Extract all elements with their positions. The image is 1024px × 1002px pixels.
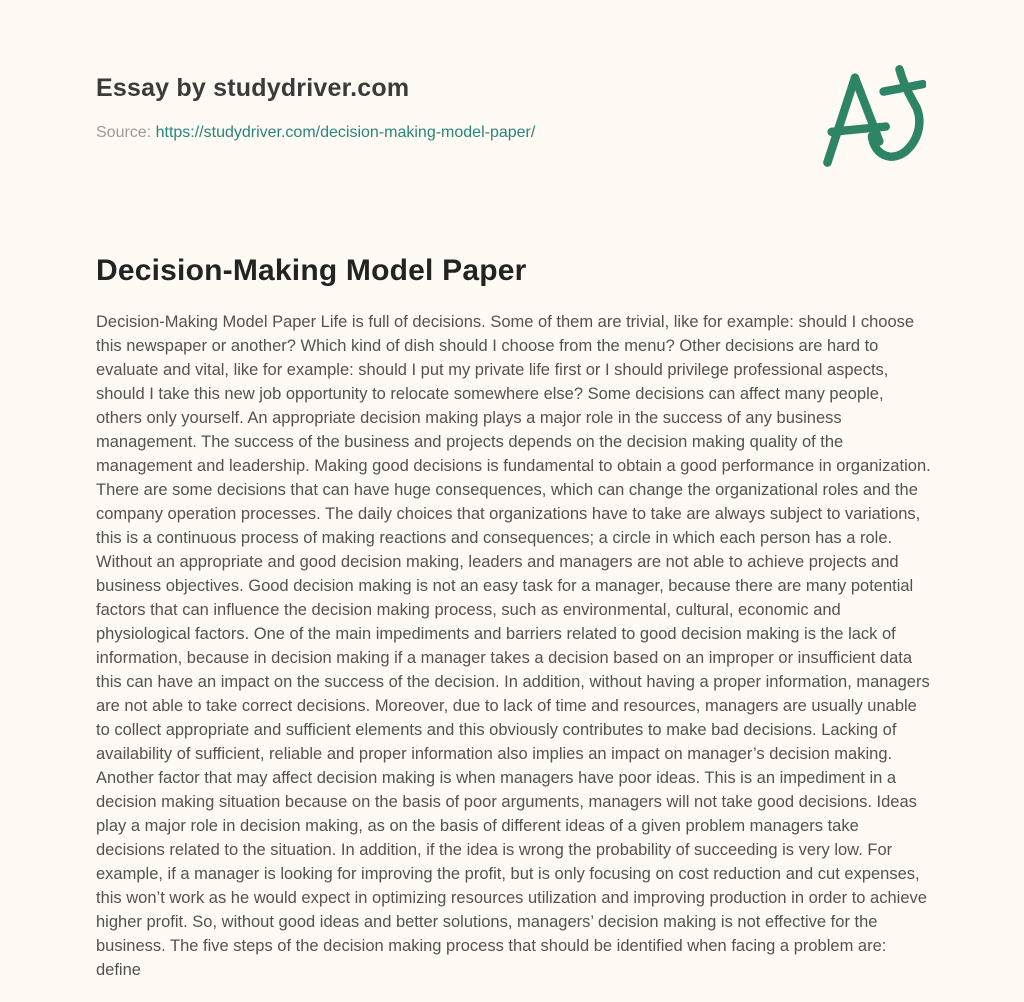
source-label: Source: bbox=[96, 124, 152, 141]
essay-body-text: Decision-Making Model Paper Life is full of decisions. Some of them are trivial, like for example: should I choose this newspaper or another? Which kind of dish should I choose from the menu? Other decisions are hard to evaluate and vital, like for example: should I put my private life first or I should privilege professional aspects, should I take this new job opportunity to relocate somewhere else? Some decisions can affect many people, others only yourself. An appropriate decision making plays a major role in the success of any business management. The success of the business and projects depends on the decision making quality of the management and leadership. Making good decisions is fundamental to obtain a good performance in organization. There are some decisions that can have huge consequences, which can change the organizational roles and the company operation processes. The daily choices that organizations have to take are always subject to variations, this is a continuous process of making reactions and consequences; a circle in which each person has a role. Without an appropriate and good decision making, leaders and managers are not able to achieve projects and business objectives. Good decision making is not an easy task for a manager, because there are many potential factors that can influence the decision making process, such as environmental, cultural, economic and physiological factors. One of the main impediments and barriers related to good decision making is the lack of information, because in decision making if a manager takes a decision based on an improper or insufficient data this can have an impact on the success of the decision. In addition, without having a proper information, managers are not able to take correct decisions. Moreover, due to lack of time and resources, managers are usually unable to collect appropriate and sufficient elements and this obviously contributes to make bad decisions. Lacking of availability of sufficient, reliable and proper information also implies an impact on manager’s decision making. Another factor that may affect decision making is when managers have poor ideas. This is an impediment in a decision making situation because on the basis of poor arguments, managers will not take good decisions. Ideas play a major role in decision making, as on the basis of different ideas of a given problem managers take decisions related to the situation. In addition, if the idea is wrong the probability of succeeding is very low. For example, if a manager is looking for improving the profit, but is only focusing on cost reduction and cut expenses, this won’t work as he would expect in optimizing resources utilization and improving production in order to achieve higher profit. So, without good ideas and better solutions, managers’ decision making is not effective for the business. The five steps of the decision making process that should be identified when facing a problem are: define bbox=[96, 313, 931, 979]
page-title: Decision-Making Model Paper bbox=[96, 254, 527, 287]
source-link[interactable]: https://studydriver.com/decision-making-model-paper/ bbox=[155, 124, 536, 141]
source-line bbox=[96, 124, 535, 142]
studydriver-a-plus-logo-icon bbox=[820, 64, 926, 170]
a-plus-logo-svg bbox=[820, 64, 926, 170]
header-title: Essay by studydriver.com bbox=[96, 74, 410, 102]
